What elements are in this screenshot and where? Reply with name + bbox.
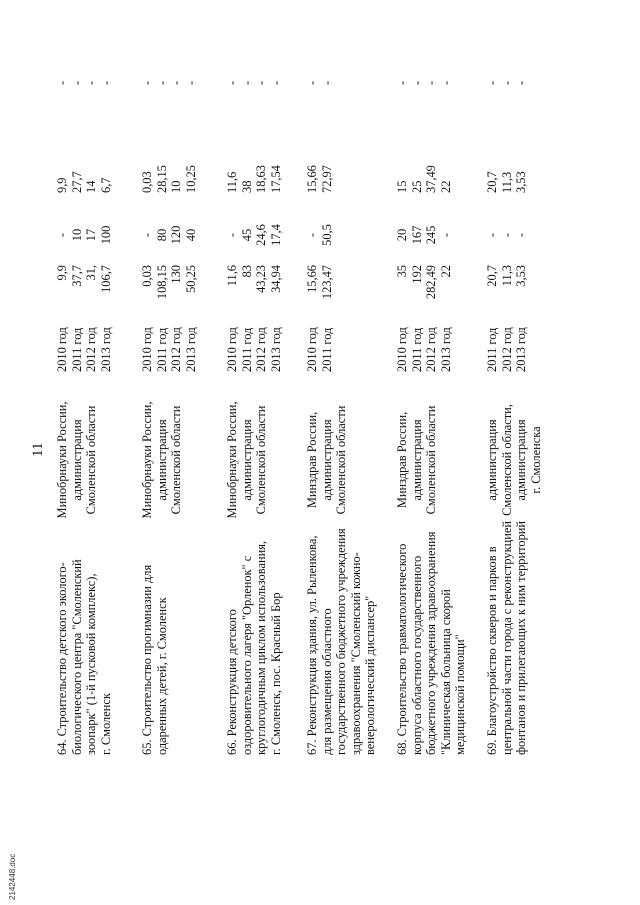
other-cell xyxy=(225,55,283,85)
years-cell xyxy=(395,327,453,372)
responsible-cell-line: администрация xyxy=(514,419,528,501)
responsible-cell-line: администрация xyxy=(319,419,334,501)
responsible-cell-line: администрация xyxy=(239,419,254,501)
federal-cell-line: 120 xyxy=(169,225,183,245)
regional-cell xyxy=(55,149,113,193)
regional-cell xyxy=(140,149,198,193)
years-cell-line: 2010 год xyxy=(305,327,319,372)
responsible-cell xyxy=(225,400,269,520)
regional-cell-line: 3,53 xyxy=(514,171,528,193)
years-cell-line: 2010 год xyxy=(55,327,69,372)
total-cell-line: 282,49 xyxy=(424,265,438,300)
responsible-cell-line: Смоленской области xyxy=(424,405,438,515)
other-cell xyxy=(485,55,529,85)
federal-cell-line: - xyxy=(140,232,154,238)
other-cell-line: - xyxy=(169,80,183,85)
years-cell-line: 2011 год xyxy=(69,327,84,372)
regional-cell-line: 22 xyxy=(438,180,453,193)
federal-cell-line: - xyxy=(225,232,239,238)
regional-cell-line: 28,15 xyxy=(154,165,169,193)
regional-cell-line: 10 xyxy=(169,180,183,193)
total-cell-line: 15,66 xyxy=(305,265,319,293)
other-cell-line: - xyxy=(409,80,424,85)
project-cell-line: "Клиническая больница скорой xyxy=(438,589,453,755)
total-cell xyxy=(225,265,283,305)
regional-cell-line: 6,7 xyxy=(98,177,113,193)
other-cell-line: - xyxy=(499,80,514,85)
project-cell-line: для размещения областного xyxy=(319,608,334,755)
regional-cell-line: 37,49 xyxy=(424,165,438,193)
years-cell-line: 2013 год xyxy=(268,327,283,372)
years-cell xyxy=(305,327,334,372)
other-cell-line: - xyxy=(69,80,84,85)
document-filename: 2142448.doc xyxy=(8,853,17,900)
regional-cell-line: 20,7 xyxy=(485,171,499,193)
responsible-cell-line: Смоленской области xyxy=(254,405,268,515)
other-cell-line: - xyxy=(305,80,319,85)
other-cell xyxy=(55,55,113,85)
total-cell-line: 130 xyxy=(169,265,183,284)
years-cell xyxy=(485,327,529,372)
other-cell xyxy=(395,55,453,85)
responsible-cell-line: Смоленской области xyxy=(334,405,348,515)
responsible-cell-line: Минздрав России, xyxy=(305,411,319,509)
project-cell-line: оздоровительного лагеря "Орленок" с xyxy=(239,555,254,755)
project-cell-line: зоопарк" (1-й пусковой комплекс), xyxy=(84,573,98,755)
total-cell xyxy=(140,265,198,305)
federal-cell-line: 24,6 xyxy=(254,224,268,246)
federal-cell-line: 50,5 xyxy=(319,224,334,246)
regional-cell-line: 10,25 xyxy=(183,165,198,193)
federal-cell-line: 40 xyxy=(183,228,198,242)
other-cell-line: - xyxy=(395,80,409,85)
total-cell-line: 106,7 xyxy=(98,265,113,293)
federal-cell-line: 100 xyxy=(98,225,113,245)
responsible-cell-line: Минобрнауки России, xyxy=(225,401,239,519)
years-cell-line: 2010 год xyxy=(140,327,154,372)
years-cell-line: 2011 год xyxy=(154,327,169,372)
federal-cell-line: 17,4 xyxy=(268,224,283,246)
total-cell-line: 37,7 xyxy=(69,265,84,287)
project-cell-line: 64. Строительство детского эколого- xyxy=(55,562,69,755)
federal-cell-line: - xyxy=(438,232,453,238)
federal-cell xyxy=(225,215,283,255)
federal-cell xyxy=(140,215,198,255)
regional-cell-line: 0,03 xyxy=(140,171,154,193)
years-cell-line: 2013 год xyxy=(438,327,453,372)
total-cell-line: 22 xyxy=(438,265,453,278)
years-cell xyxy=(55,327,113,372)
regional-cell-line: 11,3 xyxy=(499,171,514,193)
project-cell-line: центральной части города с реконструкцией xyxy=(499,520,514,755)
federal-cell-line: 20 xyxy=(395,228,409,242)
federal-cell-line: - xyxy=(485,232,499,238)
project-cell-line: биологического центра "Смоленский xyxy=(69,559,84,755)
total-cell-line: 43,23 xyxy=(254,265,268,293)
total-cell-line: 83 xyxy=(239,265,254,278)
federal-cell-line: - xyxy=(514,232,528,238)
regional-cell xyxy=(485,149,529,193)
responsible-cell-line: администрация xyxy=(485,419,499,501)
total-cell-line: 123,47 xyxy=(319,265,334,300)
responsible-cell-line: Минобрнауки России, xyxy=(55,401,69,519)
project-cell xyxy=(225,515,283,755)
project-cell xyxy=(305,515,378,755)
total-cell-line: 34,94 xyxy=(268,265,283,293)
regional-cell-line: 15,66 xyxy=(305,165,319,193)
years-cell-line: 2012 год xyxy=(499,327,514,372)
responsible-cell-line: г. Смоленска xyxy=(528,426,543,494)
responsible-cell xyxy=(305,400,349,520)
federal-cell-line: 167 xyxy=(409,225,424,245)
other-cell-line: - xyxy=(514,80,528,85)
years-cell-line: 2013 год xyxy=(98,327,113,372)
federal-cell-line: 17 xyxy=(84,228,98,242)
federal-cell-line: - xyxy=(499,232,514,238)
total-cell-line: 192 xyxy=(409,265,424,284)
years-cell-line: 2012 год xyxy=(424,327,438,372)
regional-cell-line: 18,63 xyxy=(254,165,268,193)
responsible-cell-line: Смоленской области xyxy=(84,405,98,515)
federal-cell xyxy=(55,215,113,255)
project-cell-line: здравоохранения "Смоленский кожно- xyxy=(348,552,363,755)
project-cell-line: 66. Реконструкция детского xyxy=(225,609,239,755)
total-cell xyxy=(55,265,113,305)
total-cell-line: 11,3 xyxy=(499,265,514,287)
project-cell-line: венерологический диспансер" xyxy=(363,595,377,755)
regional-cell-line: 9,9 xyxy=(55,177,69,193)
total-cell xyxy=(395,265,453,305)
project-cell-line: 67. Реконструкция здания, ул. Рыленкова, xyxy=(305,535,319,755)
federal-cell-line: 10 xyxy=(69,228,84,242)
project-cell-line: г. Смоленск, пос. Красный Бор xyxy=(268,592,283,755)
regional-cell-line: 27,7 xyxy=(69,171,84,193)
regional-cell xyxy=(305,149,334,193)
project-cell-line: медицинской помощи" xyxy=(453,634,467,755)
total-cell-line: 108,15 xyxy=(154,265,169,300)
years-cell xyxy=(140,327,198,372)
regional-cell-line: 38 xyxy=(239,180,254,193)
regional-cell-line: 72,97 xyxy=(319,165,334,193)
regional-cell-line: 14 xyxy=(84,180,98,193)
responsible-cell xyxy=(140,400,184,520)
years-cell-line: 2011 год xyxy=(319,327,334,372)
years-cell-line: 2011 год xyxy=(239,327,254,372)
other-cell-line: - xyxy=(84,80,98,85)
years-cell-line: 2012 год xyxy=(169,327,183,372)
years-cell-line: 2013 год xyxy=(514,327,528,372)
regional-cell-line: 17,54 xyxy=(268,165,283,193)
total-cell-line: 35 xyxy=(395,265,409,278)
years-cell-line: 2013 год xyxy=(183,327,198,372)
other-cell-line: - xyxy=(225,80,239,85)
years-cell-line: 2012 год xyxy=(84,327,98,372)
federal-cell xyxy=(395,215,453,255)
years-cell-line: 2010 год xyxy=(395,327,409,372)
responsible-cell xyxy=(395,400,439,520)
project-cell-line: одаренных детей, г. Смоленск xyxy=(154,597,169,755)
federal-cell xyxy=(305,215,334,255)
project-cell-line: фонтанов и прилегающих к ним территорий xyxy=(514,520,528,755)
project-cell-line: бюджетного учреждения здравоохранения xyxy=(424,531,438,755)
other-cell-line: - xyxy=(55,80,69,85)
project-cell-line: 68. Строительство травматологического xyxy=(395,543,409,755)
federal-cell-line: - xyxy=(55,232,69,238)
project-cell-line: корпуса областного государственного xyxy=(409,555,424,755)
total-cell-line: 3,53 xyxy=(514,265,528,287)
responsible-cell-line: Смоленской области xyxy=(169,405,183,515)
responsible-cell-line: Минздрав России, xyxy=(395,411,409,509)
responsible-cell-line: Смоленской области, xyxy=(499,404,514,516)
total-cell xyxy=(485,265,529,305)
total-cell-line: 31, xyxy=(84,265,98,281)
federal-cell-line: 245 xyxy=(424,225,438,245)
total-cell xyxy=(305,265,334,305)
total-cell-line: 11,6 xyxy=(225,265,239,287)
years-cell-line: 2010 год xyxy=(225,327,239,372)
project-cell-line: государственного бюджетного учреждения xyxy=(334,528,348,755)
federal-cell-line: - xyxy=(305,232,319,238)
regional-cell-line: 11,6 xyxy=(225,171,239,193)
years-cell xyxy=(225,327,283,372)
responsible-cell-line: администрация xyxy=(69,419,84,501)
responsible-cell-line: Минобрнауки России, xyxy=(140,401,154,519)
responsible-cell-line: администрация xyxy=(409,419,424,501)
other-cell-line: - xyxy=(485,80,499,85)
total-cell-line: 0,03 xyxy=(140,265,154,287)
regional-cell xyxy=(225,149,283,193)
other-cell-line: - xyxy=(438,80,453,85)
federal-cell xyxy=(485,215,529,255)
other-cell-line: - xyxy=(319,80,334,85)
project-cell xyxy=(55,515,113,755)
other-cell-line: - xyxy=(140,80,154,85)
other-cell-line: - xyxy=(268,80,283,85)
regional-cell xyxy=(395,149,453,193)
project-cell-line: круглогодичным циклом использования, xyxy=(254,540,268,755)
years-cell-line: 2012 год xyxy=(254,327,268,372)
other-cell xyxy=(305,55,334,85)
other-cell-line: - xyxy=(154,80,169,85)
other-cell-line: - xyxy=(98,80,113,85)
regional-cell-line: 25 xyxy=(409,180,424,193)
regional-cell-line: 15 xyxy=(395,180,409,193)
total-cell-line: 50,25 xyxy=(183,265,198,293)
project-cell xyxy=(395,515,468,755)
years-cell-line: 2011 год xyxy=(485,327,499,372)
page-number: 11 xyxy=(30,442,46,457)
years-cell-line: 2011 год xyxy=(409,327,424,372)
federal-cell-line: 80 xyxy=(154,228,169,242)
other-cell xyxy=(140,55,198,85)
other-cell-line: - xyxy=(183,80,198,85)
responsible-cell xyxy=(55,400,99,520)
project-cell-line: г. Смоленск xyxy=(98,693,113,755)
project-cell xyxy=(485,515,529,755)
responsible-cell-line: администрация xyxy=(154,419,169,501)
other-cell-line: - xyxy=(424,80,438,85)
responsible-cell xyxy=(485,400,543,520)
total-cell-line: 20,7 xyxy=(485,265,499,287)
other-cell-line: - xyxy=(254,80,268,85)
other-cell-line: - xyxy=(239,80,254,85)
project-cell xyxy=(140,515,169,755)
project-cell-line: 65. Строительство прогимназии для xyxy=(140,564,154,755)
project-cell-line: 69. Благоустройство скверов и парков в xyxy=(485,546,499,755)
federal-cell-line: 45 xyxy=(239,228,254,242)
total-cell-line: 9,9 xyxy=(55,265,69,281)
